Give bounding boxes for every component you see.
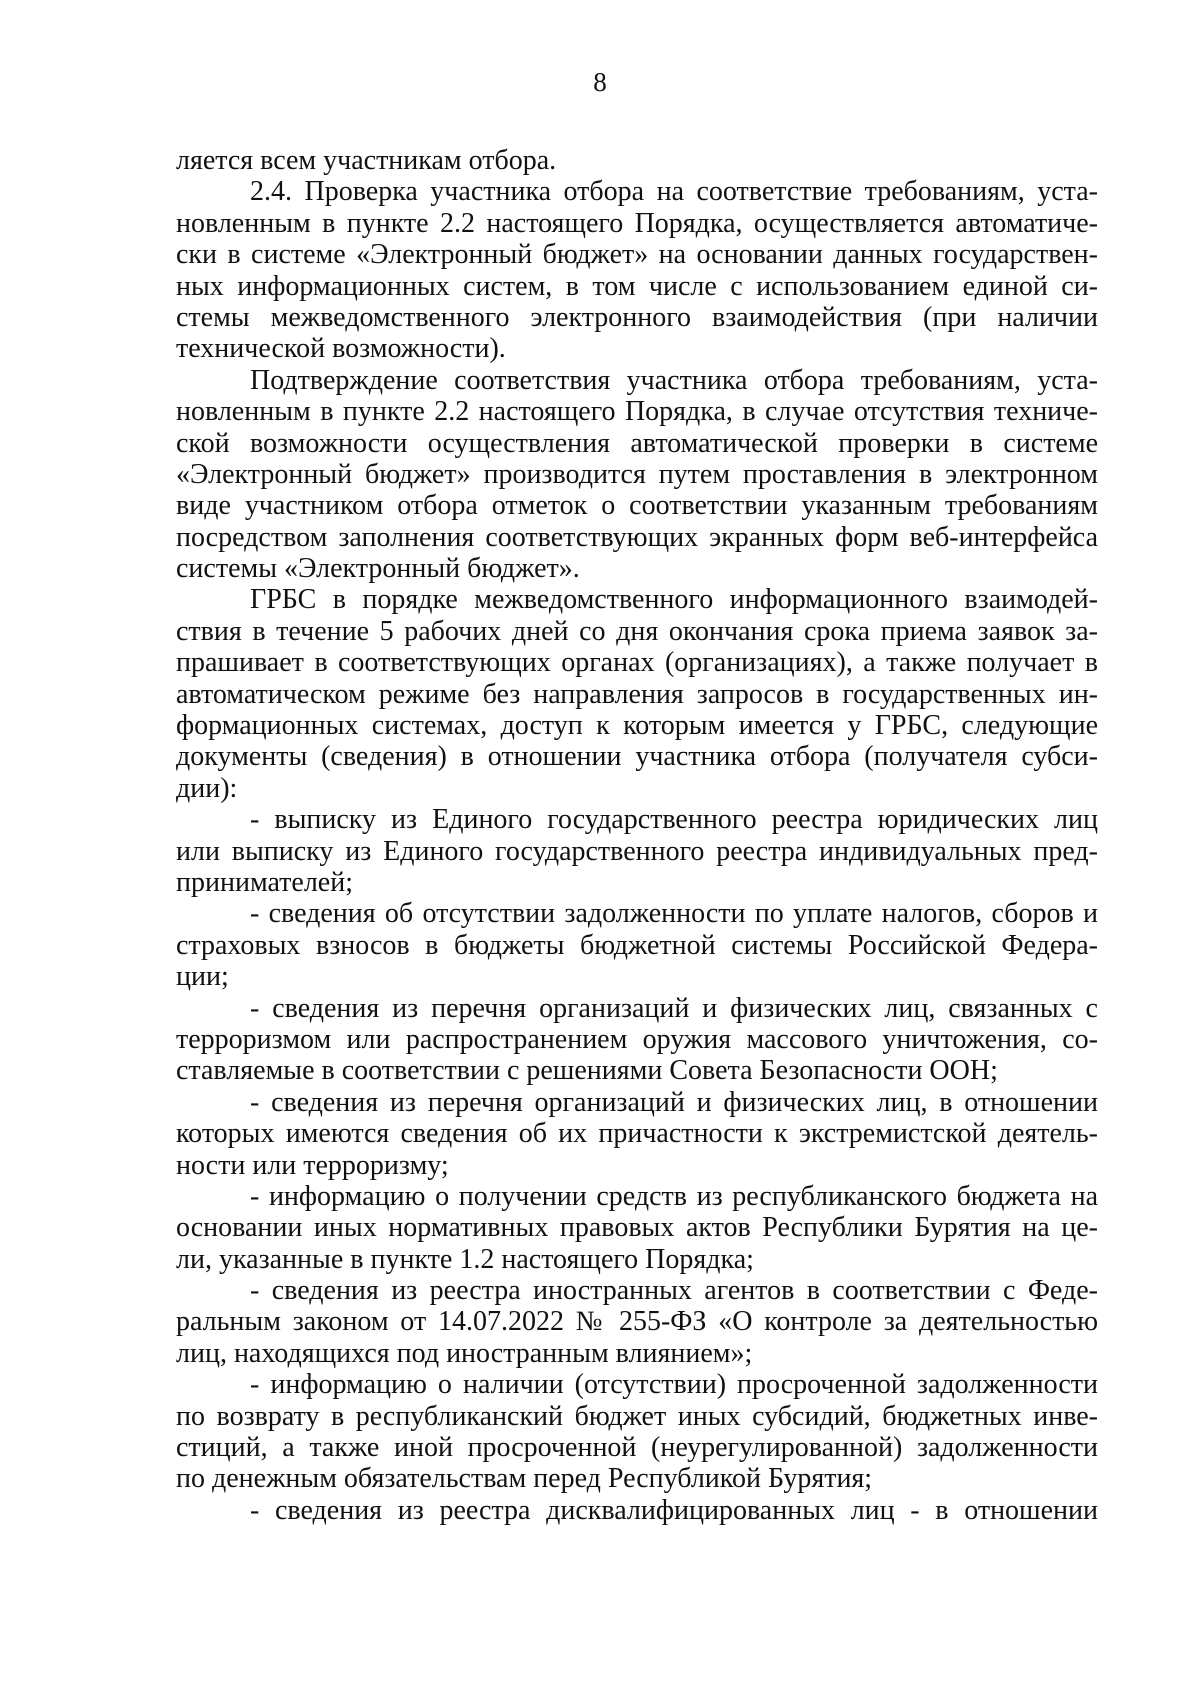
text-line: - сведения об отсутствии задолженности по уплате налогов, сборов и	[250, 898, 1098, 930]
text-line: системы «Электронный бюджет».	[176, 553, 580, 585]
text-line: стемы межведомственного электронного взаимодействия (при наличии	[176, 301, 1098, 333]
text-line: новленным в пункте 2.2 настоящего Порядка, в случае отсутствия техниче-	[176, 396, 1098, 428]
text-line: - сведения из перечня организаций и физических лиц, в отношении	[250, 1086, 1098, 1118]
text-line: документы (сведения) в отношении участника отбора (получателя субси-	[176, 741, 1098, 773]
text-line: Подтверждение соответствия участника отбора требованиям, уста-	[250, 364, 1098, 396]
text-line: основании иных нормативных правовых актов Республики Бурятия на це-	[176, 1212, 1098, 1244]
text-line: ствия в течение 5 рабочих дней со дня окончания срока приема заявок за-	[176, 615, 1098, 647]
text-line: - сведения из реестра иностранных агентов в соответствии с Феде-	[250, 1275, 1098, 1307]
text-line: терроризмом или распространением оружия массового уничтожения, со-	[176, 1023, 1098, 1055]
text-line: ски в системе «Электронный бюджет» на основании данных государствен-	[176, 239, 1098, 271]
text-line: ской возможности осуществления автоматической проверки в системе	[176, 427, 1098, 459]
text-line: ности или терроризму;	[176, 1149, 449, 1181]
text-line: ральным законом от 14.07.2022 № 255-ФЗ «О контроле за деятельностью	[176, 1306, 1098, 1338]
text-line: посредством заполнения соответствующих экранных форм веб-интерфейса	[176, 521, 1098, 553]
text-line: ляется всем участникам отбора.	[176, 145, 557, 176]
text-line: дии):	[176, 772, 238, 804]
text-line: страховых взносов в бюджеты бюджетной системы Российской Федера-	[176, 929, 1098, 961]
text-line: - сведения из перечня организаций и физических лиц, связанных с	[250, 992, 1098, 1024]
text-line: прашивает в соответствующих органах (организациях), а также получает в	[176, 647, 1098, 679]
text-line: автоматическом режиме без направления запросов в государственных ин-	[176, 678, 1098, 710]
text-line: по денежным обязательствам перед Республикой Бурятия;	[176, 1463, 873, 1495]
text-line: - сведения из реестра дисквалифицированных лиц - в отношении	[250, 1494, 1098, 1526]
text-line: или выписку из Единого государственного реестра индивидуальных пред-	[176, 835, 1098, 867]
document-body-text	[176, 145, 1098, 1526]
page-number: 8	[593, 67, 607, 97]
text-line: виде участником отбора отметок о соответствии указанным требованиям	[176, 490, 1098, 522]
text-line: ных информационных систем, в том числе с использованием единой си-	[176, 270, 1098, 302]
text-line: которых имеются сведения об их причастности к экстремистской деятель-	[176, 1118, 1098, 1150]
text-line: - выписку из Единого государственного реестра юридических лиц	[250, 804, 1098, 836]
text-line: принимателей;	[176, 866, 353, 898]
text-line: технической возможности).	[176, 333, 506, 365]
text-line: ставляемые в соответствии с решениями Совета Безопасности ООН;	[176, 1055, 998, 1087]
text-line: стиций, а также иной просроченной (неурегулированной) задолженности	[176, 1432, 1098, 1464]
text-line: новленным в пункте 2.2 настоящего Порядка, осуществляется автоматиче-	[176, 207, 1098, 239]
text-line: ли, указанные в пункте 1.2 настоящего Порядка;	[176, 1243, 754, 1275]
text-line: «Электронный бюджет» производится путем проставления в электронном	[176, 458, 1098, 490]
text-line: лиц, находящихся под иностранным влиянием»;	[176, 1337, 753, 1369]
text-line: - информацию о наличии (отсутствии) просроченной задолженности	[250, 1369, 1098, 1401]
text-line: ции;	[176, 961, 229, 993]
text-line: формационных системах, доступ к которым имеется у ГРБС, следующие	[176, 710, 1098, 742]
text-line: по возврату в республиканский бюджет иных субсидий, бюджетных инве-	[176, 1400, 1098, 1432]
text-line: ГРБС в порядке межведомственного информационного взаимодей-	[250, 584, 1098, 616]
text-line: - информацию о получении средств из республиканского бюджета на	[250, 1180, 1098, 1212]
text-line: 2.4. Проверка участника отбора на соответствие требованиям, уста-	[250, 176, 1098, 208]
